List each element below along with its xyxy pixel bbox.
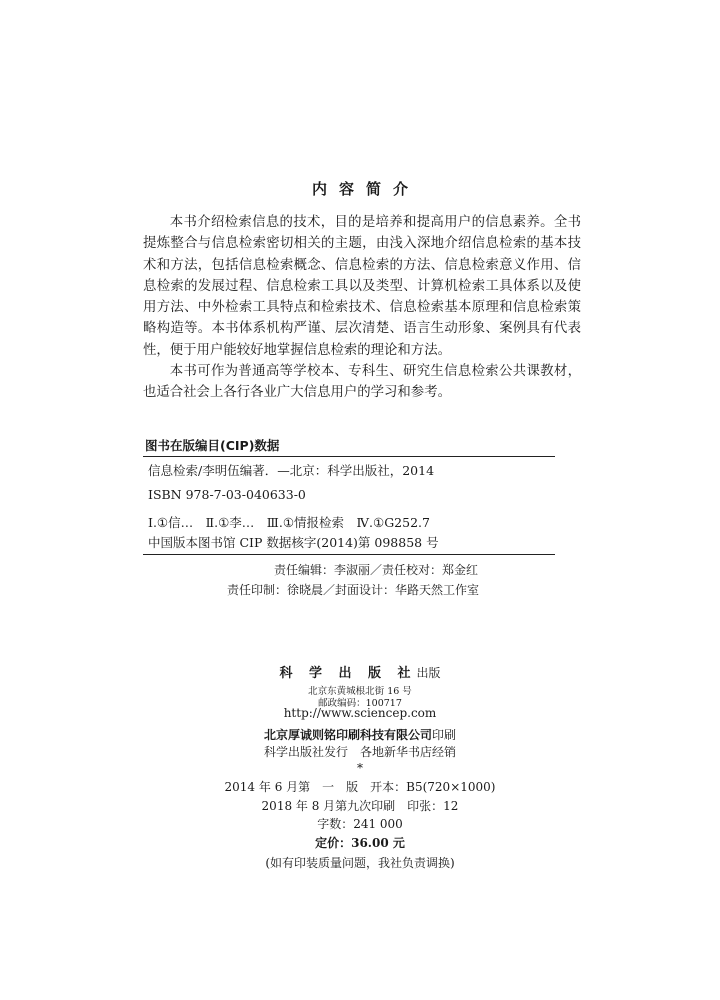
publisher-address: 北京东黄城根北街 16 号 xyxy=(308,686,412,697)
publisher-suffix: 出版 xyxy=(416,666,441,680)
publisher-name: 科 学 出 版 社 xyxy=(279,666,417,681)
summary-paragraph-1: 本书介绍检索信息的技术，目的是培养和提高用户的信息素养。全书提炼整合与信息检索密切相关的主题，由浅入深地介绍信息检索的基本技术和方法，包括信息检索概念、信息检索的方法、信息检索意义作用、信息检索的发展过程、信息检索工具以及类型、计算机检索工具体系以及使用方法、中外检索工具特点和检索技术、信息检索基本原理和信息检索策略构造等。本书体系机构严谨、层次清楚、语言生动形象、案例具有代表性，便于用户能较好地掌握信息检索的理论和方法。 xyxy=(143,215,581,358)
editor-line-2: 责任印制：徐晓晨／封面设计：华路天然工作室 xyxy=(227,583,480,597)
cip-classification: Ⅰ.①信… Ⅱ.①李… Ⅲ.①情报检索 Ⅳ.①G252.7 xyxy=(148,515,430,530)
price: 定价：36.00 元 xyxy=(315,836,405,850)
cip-top-rule xyxy=(143,456,555,457)
publisher-line xyxy=(0,662,720,681)
distribution-line: 科学出版社发行 各地新华书店经销 xyxy=(263,745,456,759)
quality-note: (如有印装质量问题，我社负责调换) xyxy=(265,856,455,870)
publisher-url: http://www.sciencep.com xyxy=(283,706,437,720)
page-title: 内容简介 xyxy=(311,180,420,198)
printer-line xyxy=(0,724,720,743)
cip-title-line: 信息检索/李明伍编著．—北京：科学出版社，2014 xyxy=(148,463,435,478)
cip-record-number: 中国版本图书馆 CIP 数据核字(2014)第 098858 号 xyxy=(148,535,439,550)
edition-line: 2014 年 6 月第 一 版 开本：B5(720×1000) xyxy=(224,780,496,794)
printer-name: 北京厚诚则铭印刷科技有限公司 xyxy=(263,728,432,742)
cip-bottom-rule xyxy=(143,554,555,555)
printer-suffix: 印刷 xyxy=(432,728,457,742)
cip-isbn: ISBN 978-7-03-040633-0 xyxy=(148,487,306,502)
summary-paragraph-2: 本书可作为普通高等学校本、专科生、研究生信息检索公共课教材，也适合社会上各行各业广大信息用户的学习和参考。 xyxy=(143,364,581,401)
separator-star: * xyxy=(357,761,363,775)
printing-line: 2018 年 8 月第九次印刷 印张：12 xyxy=(261,799,459,813)
summary-text xyxy=(143,212,581,404)
word-count: 字数：241 000 xyxy=(317,817,403,831)
publisher-postcode: 邮政编码：100717 xyxy=(318,698,402,709)
editor-line-1: 责任编辑：李淑丽／责任校对：郑金红 xyxy=(274,563,479,577)
cip-heading: 图书在版编目(CIP)数据 xyxy=(145,438,280,453)
